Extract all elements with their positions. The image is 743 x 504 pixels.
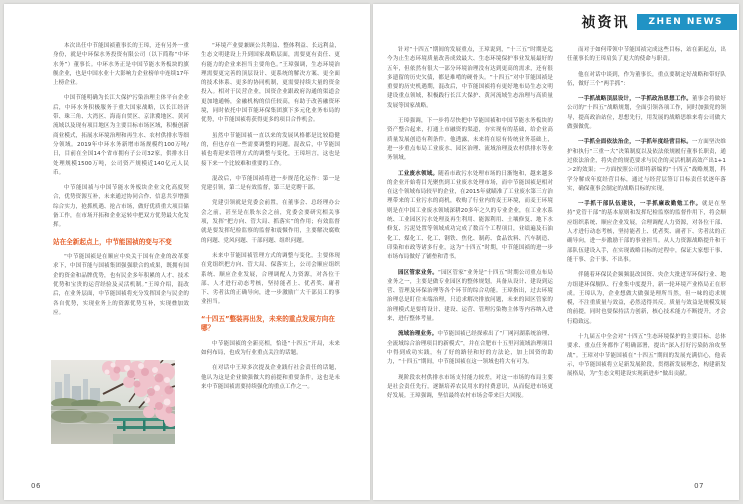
page-left (4, 4, 370, 500)
body-paragraph: 针对“十四五”期间的发展重点，王璋说到，“十三五”时期是迄今为止生态环境质量改善成效最大、生态环境保护事业发展最好的五年，但依然有很大一部分环境治理没有达到更高的需求，还有很多遗留的历史欠债，都是难啃的硬骨头。“十四五”对中节能国祯是重要的历史机遇期，混改后，中节能国祯将有更好地布局生态文明建设重点领域，积极践行长江大保护、黄河流域生态治理与高质量发展等国家战略。 (387, 47, 553, 109)
paragraph-lead: 一手抓全面依法治企，一手抓年度经营目标。 (578, 139, 692, 146)
left-page-column-1 (53, 42, 189, 324)
publication-title: 祯资讯 (581, 15, 630, 31)
body-paragraph: 他在对话中谈到，作为董事长，重点要制定好战略和带好队伍，做好三个“两手抓”： (567, 71, 726, 87)
paragraph-text: 一方面坚决维护和执行“三重一大”决策制度以及依法依规履行董事长职责，通过依法治企，将央企的规范要求与民企的灵活机制高效产出1+1＞2的效果；一方面按照公司即将新编的“十四五”战略规划，科学分解成年度经营目标，通过与经营层签订目标责任状逐年落实，确保董事会制定的战略目标的实现。 (567, 139, 726, 192)
body-paragraph: 中节能国祯与中国节能水务板块企业文化高度契合，优势资源互补，未来通过协同合作、信息共享增强综合实力，抢抓机遇、抢占市场，做好优质重大项目储备工作，在市场开拓和企业运转中把双方优势最大化发挥。 (53, 185, 189, 229)
paragraph-text: “园区管家”业务是“十四五”时期公司重点布局业务之一，主要是做专业园区的整体规划，具备从设计、建设到运营、管理及环保治理等各个环节的综合功能。王璋指出，过去环境治理总是盯住末端治理，只追求解决排放问题，未来的园区管家的治理模式是要将设计、建设、运营、管理污染物主体等内容纳入进来，进行整体考量。 (387, 269, 553, 323)
left-page-column-2 (201, 42, 340, 398)
masthead (582, 12, 737, 32)
body-paragraph: 中节能国祯的全新亮相，恰逢“十四五”开局，未来如何布局，也成为行业重点关注的话题。 (201, 340, 340, 357)
body-paragraph: “中节能国祯是在顺应中央关于国有企业的改革要求下，中国节能与国祯集团强强联合的成果，既拥有国企的资金和品牌优势，也有民企多年积累的人才、技术优势和宝贵的运营经验及灵活机制。”王璋介绍，混改后，在业务层面，中节能国祯将充分发挥国企与民企的各自优势，实现业务上的资源优势互补，实现叠加效应。 (53, 254, 189, 316)
body-paragraph: “环境产业要兼顾公共利益、整体利益、长远利益，生态文明建设上升到国家战略层面，需要更有责任、更有能力的企业来担当主要角色。”王璋强调，生态环境治理需要更完善的顶层设计、更系统的解决方案、更全面的技术体系、更多的协同机制，更需要持续大量的资金投入。相对于民营企业，国资企业跟政府沟通的渠道会更加地通畅，金融机构的信任较高，有助于改善融资环境，同时依托中国节能环保集团旗下多元化业务布局的优势，中节能国祯将获得更多的项目合作机会。 (201, 43, 340, 124)
publication-banner: ZHEN NEWS (637, 14, 737, 30)
paragraph-lead: 一手抓战略顶层设计，一手抓政治思想工作。 (578, 96, 692, 103)
body-paragraph: 王璋强调，下一步将尽快把中节能国祯和中国节能水务板块的资产整合起来，打通上市融资的渠道，夯实现有的基础，给企业高质量发展创造有利条件。他透露，未来将在原有传统业务基础上，进一步重点布局工业废水、园区治理、流域治理及农村供排水等业务领域。 (387, 118, 553, 162)
paragraph-text: 董事会将做好公司的“十四五”战略规划，全面引领各项工作，同时加强党的领导，提高政治站位，思想先行，用发展的战略思维来将公司做大做强做优。 (567, 96, 726, 131)
body-paragraph (387, 170, 553, 263)
paragraph-lead: 工业废水领域。 (398, 170, 439, 177)
paragraph-text: 中节能国祯已经探索出了“厂网河湖系统治理、全流域综合治理项目的新模式”，并在合肥市十五里河流域治理项目中得到成功实践，有了好的路径和好的方法论，加上国资的助力，“十四五”期间，中节能国祯在这一领域也将大有可为。 (387, 331, 553, 366)
section-heading: 站在全新起点上，中节能国祯的变与不变 (53, 237, 172, 246)
page-number-right: 07 (694, 482, 704, 490)
paragraph-lead: 一手抓干部队伍建设，一手抓廉政勤勉工作。 (578, 201, 702, 208)
body-paragraph (387, 269, 553, 325)
paragraph-text: 就是在坚持“党管干部”的基本原则和发挥纪检监察的监督作用下，将会顺应组织系统、顺应企业发展，合理调配人力资源，对各位干部、人才进行动态考核，坚持能者上、优者奖、庸者下、劣者汰的正确导向，进一步激励干部的事业担当。从人力资源战略提升和干部队伍建设入手，在实现战略目标的过程中，保证大家想干事、能干事、会干事、不出事。 (567, 201, 726, 263)
section-heading: “十四五”整装再出发，未来的重点发展方向在哪？ (201, 314, 335, 333)
body-paragraph (387, 330, 553, 367)
body-paragraph: 本次出任中节能国祯董事长的王璋，还有另外一重身份，就是中环保水务投资有限公司（以下简称“中环水务”）董事长。中环水务正是中国节能水务板块的旗舰企业，也是中国水业十大影响力企业榜单中连续17年上榜企业。 (53, 43, 190, 87)
right-page-column-2 (567, 46, 726, 386)
body-paragraph (567, 200, 726, 265)
body-paragraph: 虽然中节能国祯一直以来的发展风格都是比较稳健的，但也存在一些需要调整的问题。混改后，中节能国祯也将迎来管理方式的调整与变化，王璋坦言，这也是接下来一个比较难和重要的工作。 (201, 132, 340, 167)
photo-lake-blossoms-graphic (51, 360, 175, 444)
paragraph-lead: 园区管家业务。 (398, 269, 438, 276)
page-number-left: 06 (31, 482, 41, 490)
body-paragraph: 十九届五中全会对“十四五”生态环境保护的主要目标、总体要求、重点任务都作了明确部署，提出“深入打好污染防治攻坚战”。王璋对中节能国祯在“十四五”期间的发展充满信心，他表示，中节能国祯将立足新发展阶段，贯彻新发展理念，构建新发展格局，为“生态文明建设实现新进步”做出贡献。 (567, 334, 726, 378)
body-paragraph: 党建引领就是党委会前置，在董事会、总经理办公会之前，甚至是在股东会之前，党委会要研究相关事项，发挥“把方向、管大局、抓落实”的作用；有效监督就是要发挥纪检监察的监督和震慑作用，主要解决腐败的问题、党风问题、干部问题、组织问题。 (201, 200, 340, 244)
paragraph-text: 随着市政污水处理市场的日渐饱和，越来越多的企业开始将目光聚焦到工业废水处理市场，而中节能国祯是相对在这个领域布局较早的企业，在2015年就瞄准了工业废水第三方治理带来的工业污水的商机，收购了行业内的麦王环境，而麦王环境则是在中国工业废水领域深耕20多年之久的专业企业，在工业水系统、工业园区污水处理及再生利用、能源利用、土壤修复、地下水修复、污泥处置等领域成功完成了数百个工程项目，业绩遍及石油化工、煤化工、化工、钢铁、焦化、制药、食品饮料、汽车制造、印染和市政等诸多行业，这为“十四五”时期，中节能国祯的进一步市场布局做好了铺垫和背书。 (387, 170, 553, 261)
paragraph-lead: 流域治理业务。 (398, 331, 438, 338)
body-paragraph: 而对于如何带领中节能国祯完成这些目标，站在新起点，出任董事长的王璋肩负了更大的使命与职责。 (567, 47, 726, 63)
body-paragraph: 在对话中王璋多次提及企业践行社会责任的话题，他认为这是企业做强做大的前提和重要条件，这也是未来中节能国祯需要持续强化的重点工作之一。 (201, 365, 340, 390)
body-paragraph: 伴随着环保民企频频混改国资、央企大批进军环保行业、地方组建环保舰队、行业集中度提升，新一轮环境产业格局正在形成。王璋认为，企业想做大做强是理所当然，但一味的追求规模，不注重质量与效益，必然适得其反。质量与效益是规模发展的前提，同时也要保持活力创新，核心技术能力不断提升，才会行稳致远。 (567, 272, 726, 325)
body-paragraph: 混改后，中节能国祯将进一步规范化运作：第一是党建引领，第二是有效监督，第三是竞聘干部。 (201, 175, 340, 192)
body-paragraph: 现阶段农村供排水市场支付能力较差，对这一市场的布局主要是社会责任先行，逐渐培养农民用水的付费意识，从而促进市场更好发展。王璋强调，坚信最终农村市场会带来巨大回报。 (387, 374, 553, 400)
body-paragraph (567, 95, 726, 132)
body-paragraph: 中国节能明确为长江大保护污染治理主体平台企业后，中环水务积极服务于重大国家战略，以长江经济带、珠三角、大湾区、海南自贸区、京津冀地区、黄河流域以及现有项目地区为主要目标市场区域，积极创新商业模式，拓展水环境治理和再生水、农村供排水等细分领域。2019年中环水务新增市场规模约100万吨/日，目前在全国14个省市拥有子公司32家，供排水日处理规模1500万吨，公司资产规模近140亿元人民币。 (53, 95, 189, 176)
photo-lake-blossoms (51, 360, 175, 444)
body-paragraph (567, 138, 726, 194)
right-page-column-1 (387, 46, 553, 407)
page-right (373, 4, 739, 500)
body-paragraph: 未来中节能国祯管理方式的调整与变化，主要体现在党组织把方向、管大局、保落实上，公司会顺应组织系统、顺应企业发展，合理调配人力资源，对各位干部、人才进行动态考核，坚持能者上、优者奖、庸者下、劣者汰的正确导向，进一步激励广大干部员工的事业担当。 (201, 252, 340, 306)
